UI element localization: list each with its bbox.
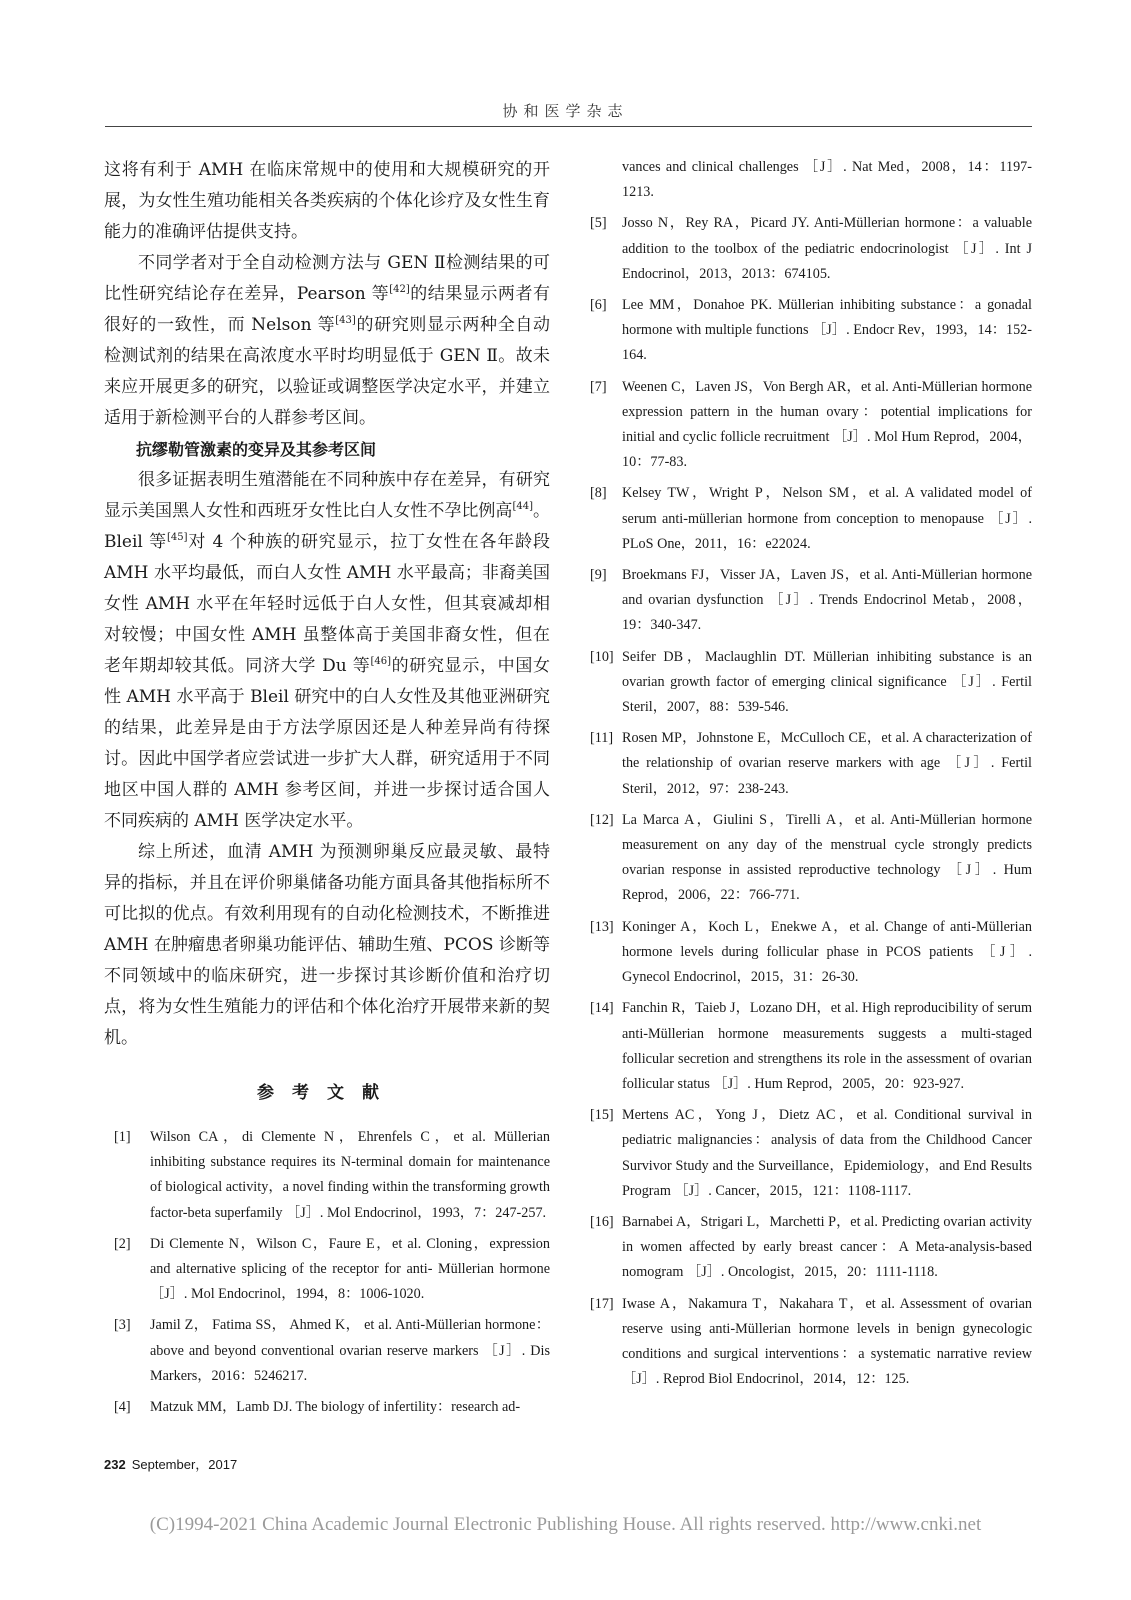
paragraph-3-text-b: 。Bleil 等 — [104, 501, 551, 552]
reference-item — [104, 1313, 550, 1389]
paragraph-3-text-a: 很多证据表明生殖潜能在不同种族中存在差异，有研究显示美国黑人女性和西班牙女性比白人女性不孕比例高 — [104, 470, 550, 521]
reference-number: [3] — [114, 1317, 131, 1334]
reference-number: [6] — [590, 297, 607, 314]
reference-text: Fanchin R，Taieb J，Lozano DH，et al. High reproducibility of serum anti-Müllerian hormone measurements suggests a multi-staged follicular secretion and strengthens its role in the assessment of ovarian follicular status ［J］. Hum Reprod，2005，20：923-927. — [622, 1000, 1032, 1092]
citation-43[interactable]: [43] — [335, 315, 356, 326]
reference-text: Di Clemente N，Wilson C，Faure E，et al. Cloning，expression and alternative splicing of the receptor for anti- Müllerian hormone ［J］. Mol Endocrinol，1994，8：1006-1020. — [150, 1235, 550, 1303]
reference-number: [16] — [590, 1213, 614, 1230]
reference-number: [17] — [590, 1295, 614, 1312]
reference-number: [12] — [590, 811, 614, 828]
reference-number: [2] — [114, 1235, 131, 1252]
reference-item — [104, 1232, 550, 1308]
reference-item — [590, 726, 1032, 802]
reference-text: La Marca A，Giulini S，Tirelli A，et al. Anti-Müllerian hormone measurement on any day of the menstrual cycle strongly predicts ovarian response in assisted reproductive technology ［J］. Hum Reprod，2006，22：766-771. — [622, 811, 1032, 904]
reference-text: vances and clinical challenges ［J］. Nat Med，2008，14：1197-1213. — [622, 159, 1032, 201]
citation-42[interactable]: [42] — [389, 284, 410, 295]
page-number: 232 — [104, 1457, 126, 1472]
reference-number: [10] — [590, 648, 614, 665]
reference-item — [590, 563, 1032, 639]
reference-number: [11] — [590, 730, 614, 747]
reference-item — [590, 808, 1032, 909]
reference-text: Seifer DB，Maclaughlin DT. Müllerian inhibiting substance is an ovarian growth factor of emerging clinical significance ［J］. Fertil Steril，2007，88：539-546. — [622, 648, 1032, 716]
citation-45[interactable]: [45] — [166, 532, 188, 543]
citation-44[interactable]: [44] — [512, 501, 533, 512]
reference-item — [590, 1292, 1032, 1393]
reference-number: [4] — [114, 1399, 131, 1416]
issue-date: September，2017 — [131, 1457, 238, 1472]
reference-number: [15] — [590, 1107, 614, 1124]
paragraph-3-text-c: 对 4 个种族的研究显示，拉丁女性在各年龄段 AMH 水平均最低，而白人女性 AMH 水平最高；非裔美国女性 AMH 水平在年轻时远低于白人女性，但其衰减却相对较慢；中国女性 AMH 虽整体高于美国非裔女性，但在老年期却较其低。同济大学 Du 等 — [104, 532, 550, 676]
reference-text: Lee MM，Donahoe PK. Müllerian inhibiting substance：a gonadal hormone with multiple functions ［J］. Endocr Rev，1993，14：152-164. — [622, 297, 1032, 364]
reference-text: Broekmans FJ，Visser JA，Laven JS，et al. Anti-Müllerian hormone and ovarian dysfunction ［J］. Trends Endocrinol Metab，2008，19：340-347. — [622, 567, 1032, 634]
reference-text: Iwase A，Nakamura T，Nakahara T，et al. Assessment of ovarian reserve using anti-Müllerian hormone levels in benign gynecologic conditions and surgical interventions：a systematic narrative review ［J］. Reprod Biol Endocrinol，2014，12：125. — [622, 1295, 1032, 1388]
reference-number: [1] — [114, 1129, 131, 1145]
reference-number: [7] — [590, 378, 607, 395]
reference-item — [590, 996, 1032, 1097]
reference-text: Mertens AC，Yong J，Dietz AC，et al. Conditional survival in pediatric malignancies：analysis of data from the Childhood Cancer Survivor Study and the Surveillance，Epidemiology，and End Results Program ［J］. Cancer，2015，121：1108-1117. — [622, 1107, 1032, 1199]
reference-item — [590, 211, 1032, 287]
reference-number: [9] — [590, 567, 607, 584]
left-column — [104, 155, 550, 1426]
reference-list-right — [590, 155, 1032, 1392]
references-heading: 参考文献 — [257, 1083, 397, 1103]
journal-title: 协和医学杂志 — [502, 102, 629, 120]
paragraph-3-text-d: 的研究显示，中国女性 AMH 水平高于 Bleil 研究中的白人女性及其他亚洲研究的结果，此差异是由于方法学原因还是人种差异尚有待探讨。因此中国学者应尝试进一步扩大人群，研究适用于不同地区中国人群的 AMH 参考区间，并进一步探讨适合国人不同疾病的 AMH 医学决定水平。 — [104, 656, 550, 831]
reference-item — [104, 1395, 550, 1420]
reference-text: Matzuk MM，Lamb DJ. The biology of infertility：research ad- — [150, 1399, 521, 1416]
reference-number: [5] — [590, 215, 607, 232]
reference-text: Barnabei A，Strigari L，Marchetti P，et al. Predicting ovarian activity in women affected by early breast cancer：A Meta-analysis-based nomogram ［J］. Oncologist，2015，20：1111-1118. — [622, 1213, 1032, 1281]
reference-item — [590, 293, 1032, 369]
reference-item — [590, 375, 1032, 476]
paragraph-4: 综上所述，血清 AMH 为预测卵巢反应最灵敏、最特异的指标，并且在评价卵巢储备功能方面具备其他指标所不可比拟的优点。有效利用现有的自动化检测技术，不断推进 AMH 在肿瘤患者卵巢功能评估、辅助生殖、PCOS 诊断等不同领域中的临床研究，进一步探讨其诊断价值和治疗切点，将为女性生殖能力的评估和个体化治疗开展带来新的契机。 — [104, 842, 550, 1048]
paragraph-1: 这将有利于 AMH 在临床常规中的使用和大规模研究的开展，为女性生殖功能相关各类疾病的个体化诊疗及女性生育能力的准确评估提供支持。 — [104, 160, 550, 242]
reference-text: Koninger A，Koch L，Enekwe A，et al. Change of anti-Müllerian hormone levels during follicular phase in PCOS patients ［J］. Gynecol Endocrinol，2015，31：26-30. — [622, 918, 1032, 986]
section-heading: 抗缪勒管激素的变异及其参考区间 — [136, 440, 377, 459]
paragraph-2-text-c: 的研究则显示两种全自动检测试剂的结果在高浓度水平时均明显低于 GEN Ⅱ。故未来应开展更多的研究，以验证或调整医学决定水平，并建立适用于新检测平台的人群参考区间。 — [104, 315, 550, 428]
reference-item — [104, 1125, 550, 1226]
reference-text: Kelsey TW，Wright P，Nelson SM，et al. A validated model of serum anti-müllerian hormone from conception to menopause ［J］. PLoS One，2011，16：e22024. — [622, 485, 1032, 552]
header-divider — [105, 126, 1032, 127]
paragraph-2-text-a: 不同学者对于全自动检测方法与 GEN Ⅱ检测结果的可比性研究结论存在差异，Pearson 等 — [104, 253, 550, 304]
reference-text: Jamil Z， Fatima SS， Ahmed K， et al. Anti-Müllerian hormone：above and beyond conventional ovarian reserve markers ［J］. Dis Markers，2016：5246217. — [150, 1317, 550, 1384]
page-footer — [104, 1454, 237, 1473]
paragraph-2-text-b: 的结果显示两者有很好的一致性，而 Nelson 等 — [104, 284, 550, 335]
reference-text: Josso N，Rey RA，Picard JY. Anti-Müllerian hormone：a valuable addition to the toolbox of the pediatric endocrinologist ［J］. Int J Endocrinol，2013，2013：674105. — [622, 215, 1032, 282]
reference-number: [13] — [590, 918, 614, 935]
reference-text: Wilson CA，di Clemente N，Ehrenfels C，et al. Müllerian inhibiting substance requires its N-terminal domain for maintenance of biological activity，a novel finding within the transforming growth factor-beta superfamily ［J］. Mol Endocrinol，1993，7：247-257. — [150, 1129, 550, 1221]
reference-item — [590, 1103, 1032, 1204]
reference-item — [590, 481, 1032, 557]
paragraph-3 — [104, 465, 550, 837]
reference-item — [590, 645, 1032, 721]
reference-item — [590, 155, 1032, 205]
copyright-watermark: (C)1994-2021 China Academic Journal Electronic Publishing House. All rights reserved. http://www.cnki.net — [149, 1514, 982, 1535]
reference-list-left — [104, 1125, 550, 1420]
reference-number: [14] — [590, 1000, 614, 1017]
citation-46[interactable]: [46] — [370, 656, 391, 667]
paragraph-2 — [104, 248, 550, 434]
reference-number: [8] — [590, 485, 607, 502]
right-column — [590, 155, 1032, 1398]
reference-text: Weenen C，Laven JS，Von Bergh AR，et al. Anti-Müllerian hormone expression pattern in the human ovary：potential implications for initial and cyclic follicle recruitment ［J］. Mol Hum Reprod，2004，10：77-83. — [622, 378, 1032, 471]
reference-item — [590, 915, 1032, 991]
reference-text: Rosen MP，Johnstone E，McCulloch CE，et al. A characterization of the relationship of ovarian reserve markers with age ［J］. Fertil Steril，2012，97：238-243. — [622, 730, 1032, 797]
reference-item — [590, 1210, 1032, 1286]
